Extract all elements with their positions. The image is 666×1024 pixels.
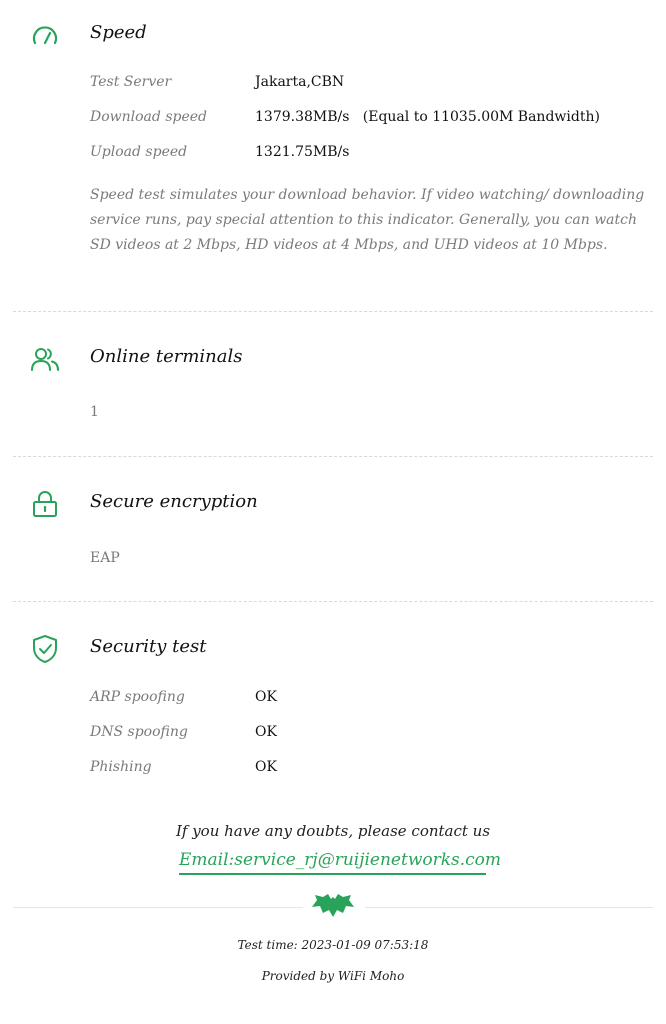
security-test-title: Security test bbox=[90, 636, 207, 657]
speed-title: Speed bbox=[90, 22, 147, 43]
speedometer-icon bbox=[29, 21, 61, 53]
footer-divider-left bbox=[13, 907, 303, 908]
lock-icon bbox=[29, 488, 61, 520]
online-terminals-value: 1 bbox=[90, 404, 99, 420]
test-server-value: Jakarta,CBN bbox=[255, 74, 345, 90]
speed-description: Speed test simulates your download behavior. If video watching/ downloading service runs, pay special attention to this indicator. Generally, you can watch SD videos at 2 Mbps, HD videos at 4 Mbps, and UHD videos at 10 Mbps. bbox=[90, 187, 645, 253]
phishing-value: OK bbox=[255, 759, 277, 775]
secure-encryption-value: EAP bbox=[90, 550, 120, 566]
test-server-label: Test Server bbox=[90, 74, 172, 90]
divider bbox=[13, 456, 653, 457]
shield-check-icon bbox=[29, 633, 61, 665]
upload-speed-label: Upload speed bbox=[90, 144, 188, 160]
dns-spoofing-label: DNS spoofing bbox=[90, 724, 188, 740]
download-speed-label: Download speed bbox=[90, 109, 207, 125]
dns-spoofing-value: OK bbox=[255, 724, 277, 740]
arp-spoofing-value: OK bbox=[255, 689, 277, 705]
upload-speed-value: 1321.75MB/s bbox=[255, 144, 350, 160]
footer-divider-right bbox=[365, 907, 653, 908]
bat-logo-icon bbox=[311, 893, 355, 919]
divider bbox=[13, 601, 653, 602]
arp-spoofing-label: ARP spoofing bbox=[90, 689, 185, 705]
divider bbox=[13, 311, 653, 312]
online-terminals-title: Online terminals bbox=[90, 346, 243, 367]
email-link[interactable]: Email:service_rj@ruijienetworks.com bbox=[179, 850, 486, 875]
phishing-label: Phishing bbox=[90, 759, 152, 775]
contact-text: If you have any doubts, please contact us bbox=[175, 822, 491, 840]
users-icon bbox=[29, 344, 61, 376]
download-speed-value: 1379.38MB/s (Equal to 11035.00M Bandwidth) bbox=[255, 109, 600, 125]
secure-encryption-title: Secure encryption bbox=[90, 491, 258, 512]
test-time: Test time: 2023-01-09 07:53:18 bbox=[237, 938, 429, 952]
provided-by: Provided by WiFi Moho bbox=[261, 969, 405, 983]
